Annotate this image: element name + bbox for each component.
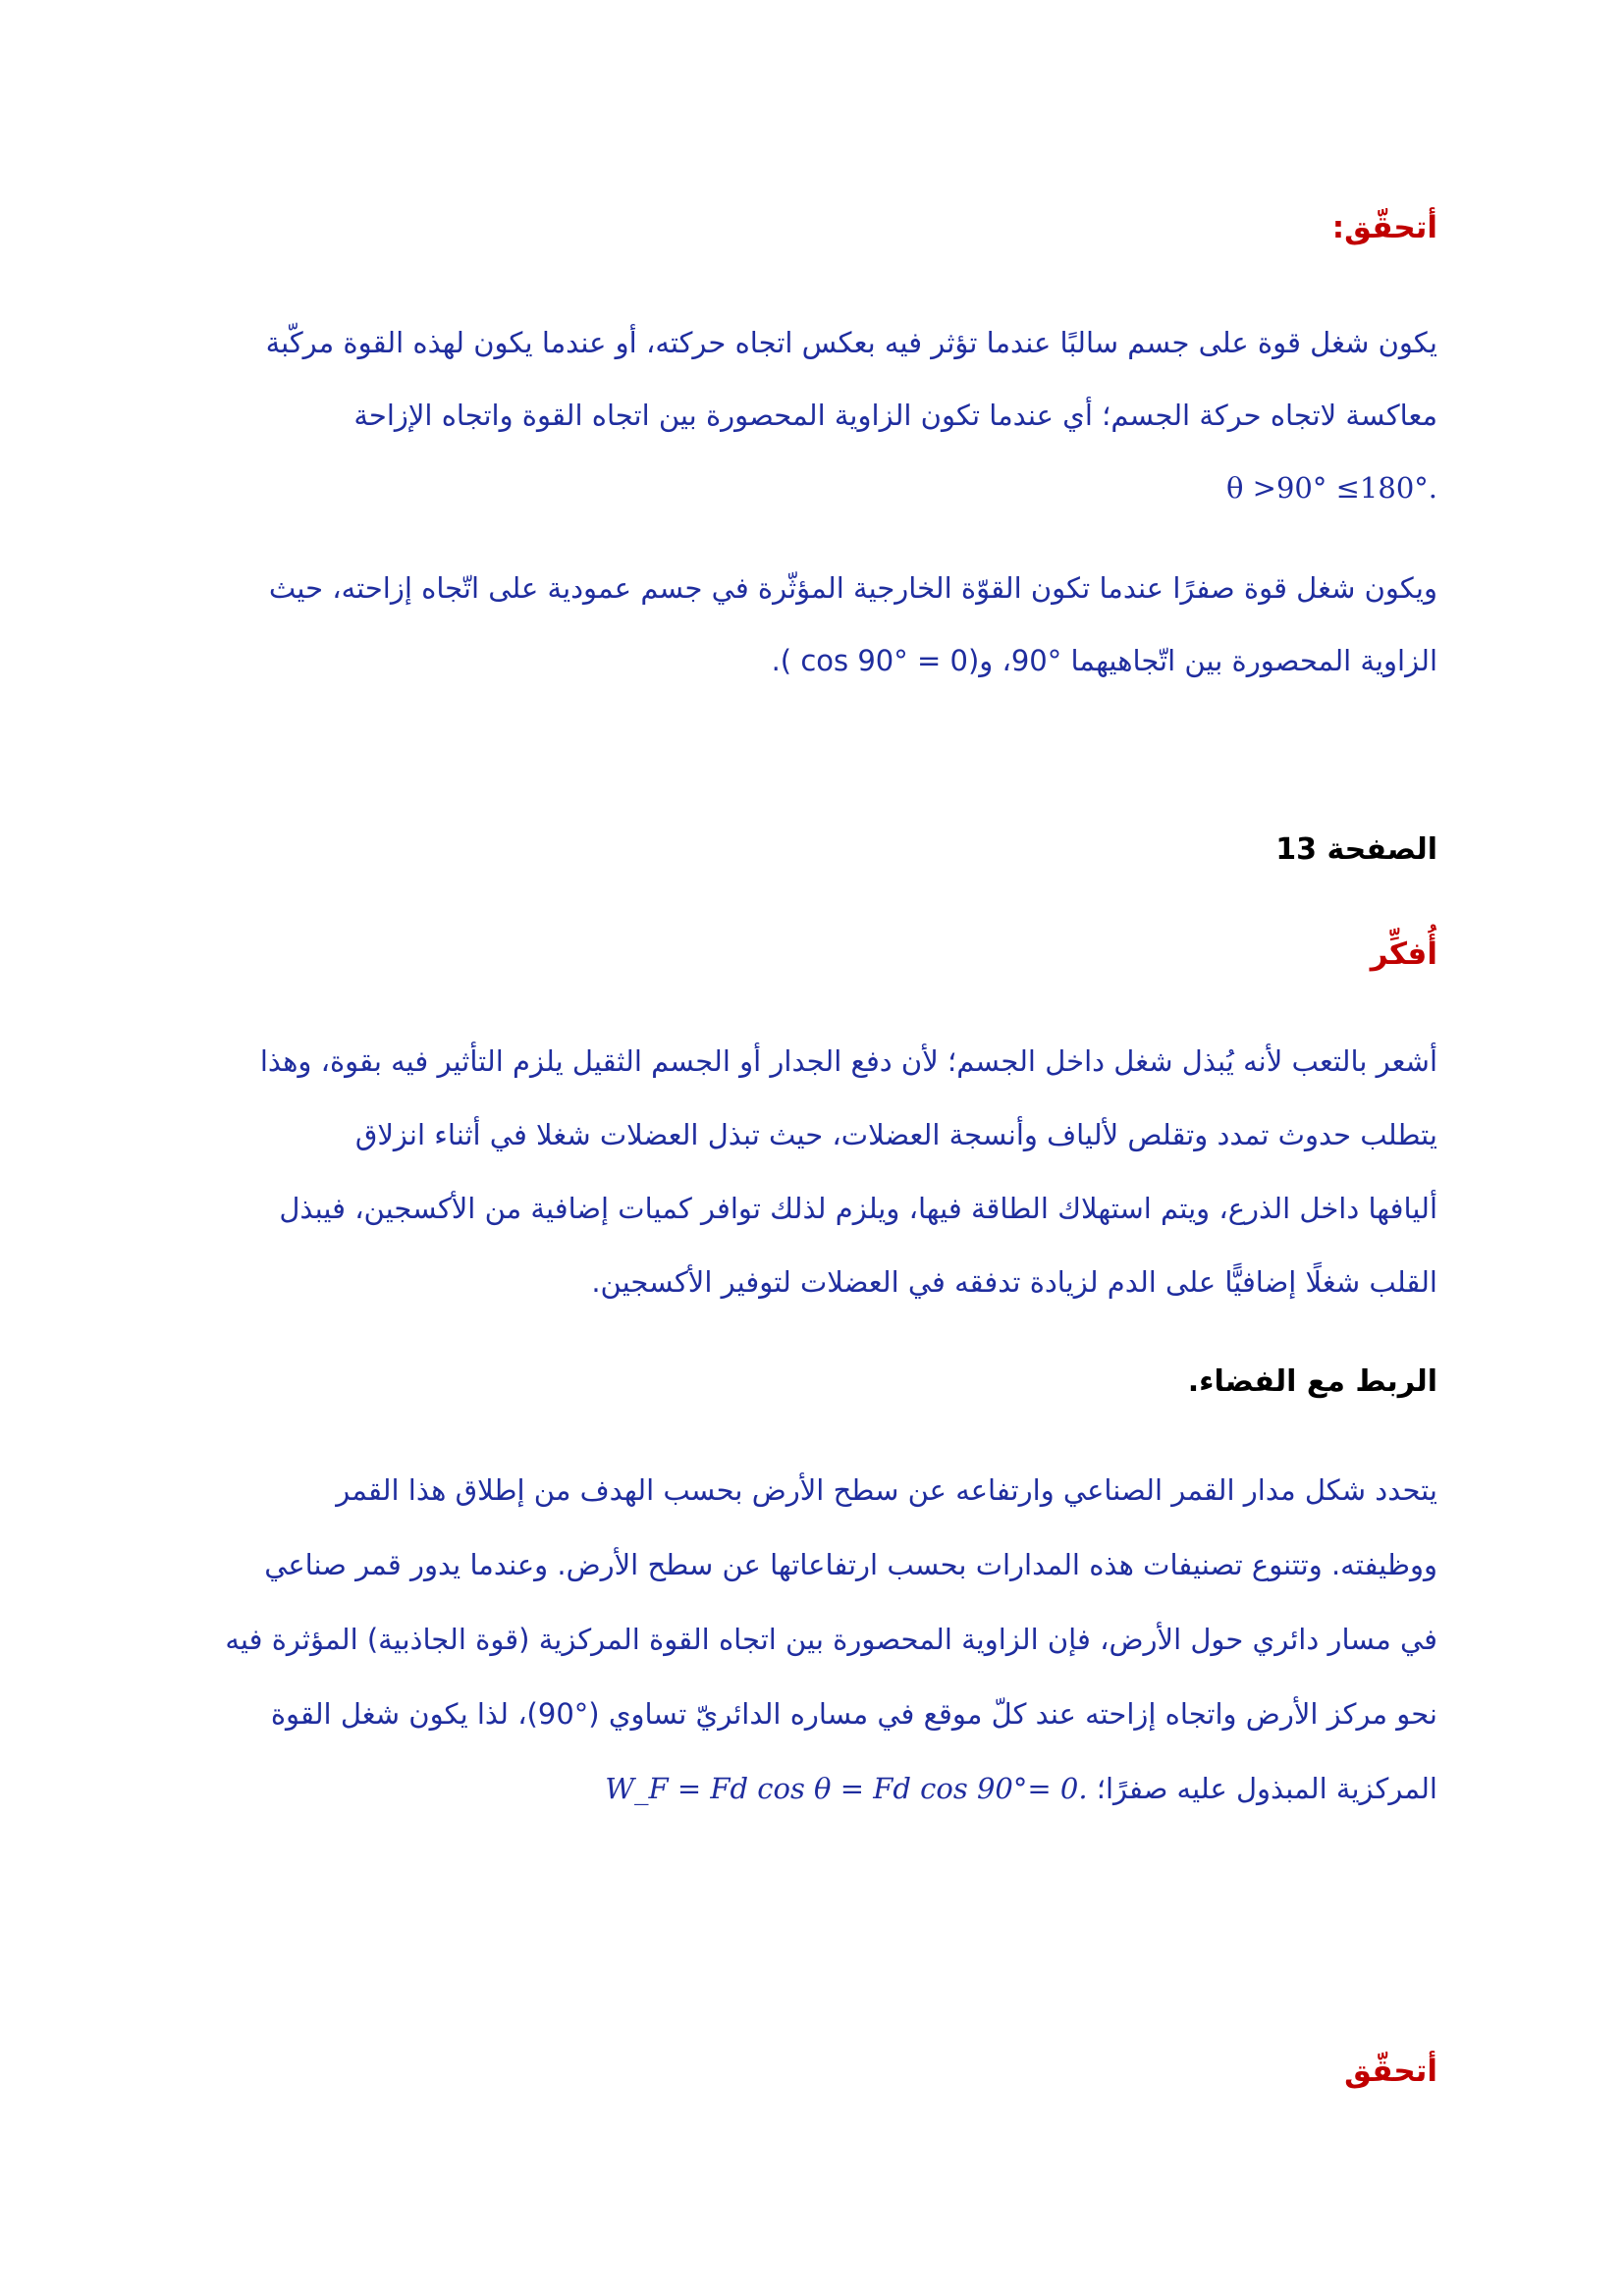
- text-line: نحو مركز الأرض واتجاه إزاحته عند كلّ موقع في مساره الدائريّ تساوي (°90)، لذا يكون شغل القوة: [270, 1697, 1437, 1731]
- text-line: القلب شغلًا إضافيًّا على الدم لزيادة تدفقه في العضلات لتوفير الأكسجين.: [591, 1265, 1437, 1299]
- text-line: معاكسة لاتجاه حركة الجسم؛ أي عندما تكون الزاوية المحصورة بين اتجاه القوة واتجاه الإزاحة: [353, 399, 1437, 432]
- text-line: ووظيفته. وتتنوع تصنيفات هذه المدارات بحسب ارتفاعاتها عن سطح الأرض. وعندما يدور قمر صناعي: [264, 1548, 1437, 1581]
- angle-condition: .180°≥ θ >90°: [1226, 471, 1437, 505]
- page-13-heading: الصفحة 13: [1275, 832, 1437, 867]
- text-line: [190, 1751, 1437, 1826]
- check-heading: أتحقّق:: [1331, 210, 1437, 245]
- fatigue-paragraph: [190, 1025, 1437, 1319]
- check-heading-2: أتحقّق: [1344, 2054, 1437, 2089]
- text-line: أليافها داخل الذرع، ويتم استهلاك الطاقة فيها، ويلزم لذلك توافر كميات إضافية من الأكسجين، فيبذل: [279, 1192, 1437, 1225]
- text-line: يتطلب حدوث تمدد وتقلص لألياف وأنسجة العضلات، حيث تبذل العضلات شغلا في أثناء انزلاق: [354, 1118, 1437, 1151]
- text-line: أشعر بالتعب لأنه يُبذل شغل داخل الجسم؛ لأن دفع الجدار أو الجسم الثقيل يلزم التأثير فيه بقوة، وهذا: [259, 1044, 1437, 1078]
- text-line: يكون شغل قوة على جسم سالبًا عندما تؤثر فيه بعكس اتجاه حركته، أو عندما يكون لهذه القوة مركّبة: [265, 326, 1437, 359]
- text-line: ويكون شغل قوة صفرًا عندما تكون القوّة الخارجية المؤثّرة في جسم عمودية على اتّجاه إزاحته، حيث: [268, 571, 1437, 605]
- think-heading: أُفكِّر: [1370, 936, 1437, 972]
- satellite-paragraph: [190, 1453, 1437, 1826]
- text-line: في مسار دائري حول الأرض، فإن الزاوية المحصورة بين اتجاه القوة المركزية (قوة الجاذبية) المؤثرة فيه: [225, 1623, 1437, 1656]
- negative-work-paragraph: [190, 306, 1437, 524]
- work-equation: W_F = Fd cos θ = Fd cos 90°= 0.: [605, 1772, 1088, 1805]
- zero-work-paragraph: [190, 552, 1437, 697]
- last-line-text: المركزية المبذول عليه صفرًا؛: [1096, 1772, 1437, 1805]
- space-link-heading: الربط مع الفضاء.: [1187, 1364, 1437, 1399]
- text-line: يتحدد شكل مدار القمر الصناعي وارتفاعه عن سطح الأرض بحسب الهدف من إطلاق هذا القمر: [336, 1473, 1437, 1507]
- text-line: الزاوية المحصورة بين اتّجاهيهما °90، و(cos 90° = 0 ).: [771, 644, 1437, 677]
